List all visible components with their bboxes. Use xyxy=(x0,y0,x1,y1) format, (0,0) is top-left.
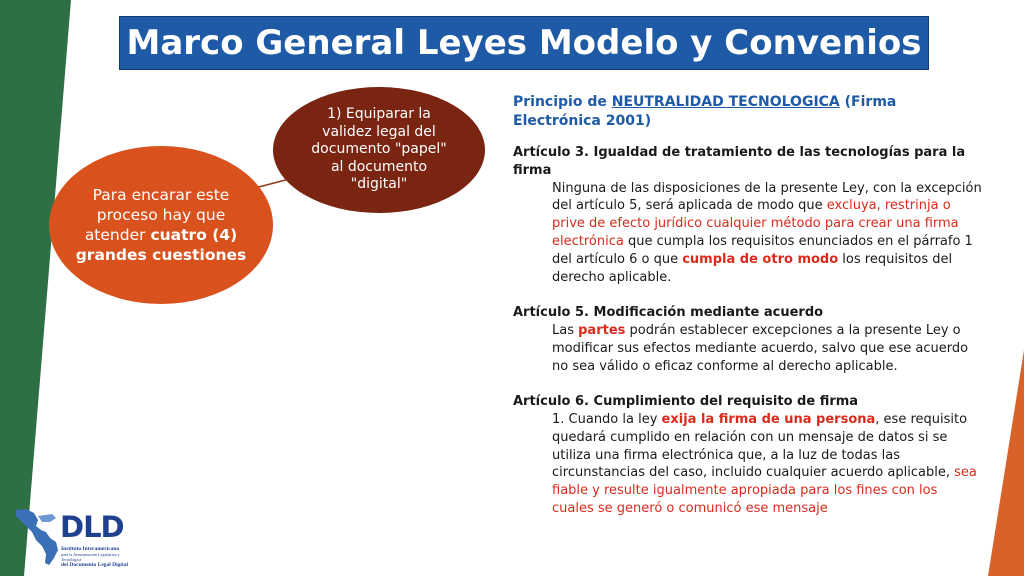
article-body xyxy=(513,411,983,518)
principle-prefix: Principio de xyxy=(513,94,612,110)
point-one-ellipse xyxy=(273,87,485,213)
article-title: Artículo 5. Modificación mediante acuerdo xyxy=(513,305,824,321)
article-segment-highlight: cumpla de otro modo xyxy=(682,251,839,267)
principle-heading xyxy=(513,93,983,131)
article-segment: los requisitos del derecho aplicable. xyxy=(552,251,953,285)
page-title: Marco General Leyes Modelo y Convenios xyxy=(126,23,922,63)
article-title: Artículo 3. Igualdad de tratamiento de las tecnologías para la firma xyxy=(513,145,966,178)
logo-subtitle-line: del Documento Legal Digital xyxy=(61,562,129,568)
main-topic-ellipse xyxy=(49,146,273,304)
logo-subtitle-line: para la Armonización Legislativa y Tecnológica xyxy=(61,552,120,562)
point-one-text: 1) Equiparar la validez legal del documento "papel" al documento "digital" xyxy=(311,106,447,193)
main-topic-text-bold: cuatro (4) grandes cuestiones xyxy=(75,226,247,264)
article-3 xyxy=(513,144,983,286)
principle-suffix: (Firma Electrónica 2001) xyxy=(513,94,897,129)
article-body xyxy=(513,180,983,287)
article-segment: que cumpla los requisitos enunciados en el párrafo 1 del artículo 6 o que xyxy=(552,233,973,267)
principle-underlined: NEUTRALIDAD TECNOLOGICA xyxy=(611,94,840,110)
logo-subtitle xyxy=(61,546,141,568)
logo-subtitle-line: Instituto Interamericano xyxy=(61,546,120,552)
article-segment: 1. Cuando la ley xyxy=(552,411,662,427)
legal-content xyxy=(513,93,983,518)
article-segment: podrán establecer excepciones a la presente Ley o modificar sus efectos mediante acuerdo, salvo que ese acuerdo no sea válido o eficaz conforme al derecho aplicable. xyxy=(552,322,969,374)
main-topic-text xyxy=(71,185,251,265)
article-6 xyxy=(513,393,983,518)
article-segment-highlight: exija la firma de una persona xyxy=(661,411,876,427)
article-segment-highlight: partes xyxy=(578,322,626,338)
logo-name: DLD xyxy=(60,510,124,544)
article-segment: Las xyxy=(552,322,579,338)
article-segment: Ninguna de las disposiciones de la presente Ley, con la excepción del artículo 5, será aplicada de modo que xyxy=(552,180,982,214)
article-body xyxy=(513,322,983,375)
article-segment: , ese requisito quedará cumplido en relación con un mensaje de datos si se utiliza una firma electrónica que, a la luz de todas las circunstancias del caso, incluido cualquier acuerdo aplicable, xyxy=(552,411,968,481)
article-5 xyxy=(513,304,983,375)
article-segment-highlight: sea fiable y resulte igualmente apropiada para los fines con los cuales se generó o comunicó ese mensaje xyxy=(552,465,977,516)
main-topic-text-plain: Para encarar este proceso hay que atender xyxy=(84,186,230,244)
article-title: Artículo 6. Cumplimiento del requisito de firma xyxy=(513,394,859,410)
article-segment-highlight: excluya, restrinja o prive de efecto jurídico cualquier método para crear una firma electrónica xyxy=(552,198,959,249)
